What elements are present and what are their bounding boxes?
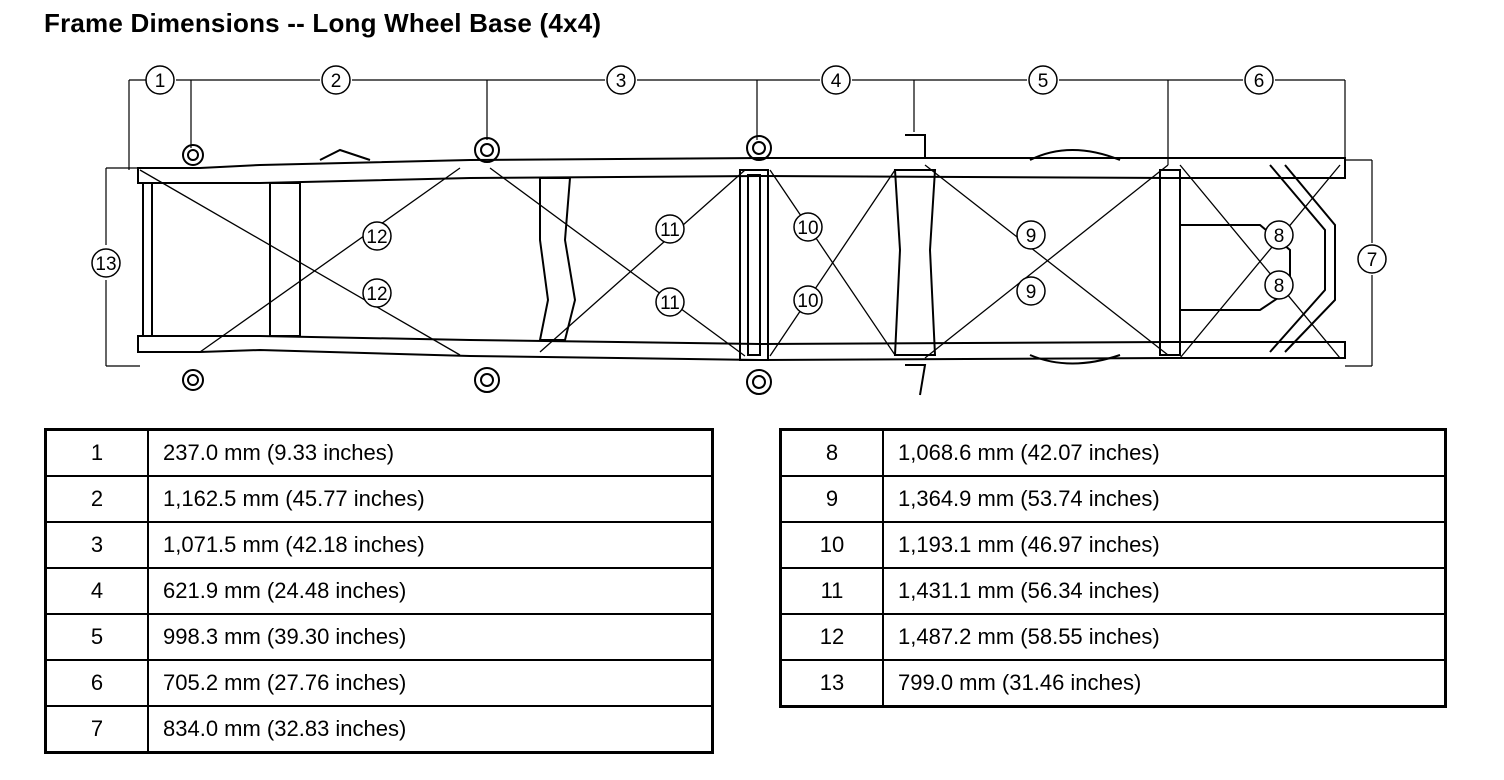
dimension-value: 998.3 mm (39.30 inches) xyxy=(148,614,713,660)
svg-text:10: 10 xyxy=(797,291,819,312)
svg-text:11: 11 xyxy=(660,293,680,314)
callout-13 xyxy=(92,249,120,277)
dimension-number: 8 xyxy=(781,430,884,477)
dimension-value: 834.0 mm (32.83 inches) xyxy=(148,706,713,753)
callout-10-b xyxy=(794,286,822,314)
svg-text:2: 2 xyxy=(330,71,342,92)
svg-text:9: 9 xyxy=(1025,226,1037,247)
table-row xyxy=(46,660,713,706)
svg-text:11: 11 xyxy=(660,220,680,241)
dimension-value: 1,162.5 mm (45.77 inches) xyxy=(148,476,713,522)
callout-4 xyxy=(822,66,850,94)
dimension-number: 5 xyxy=(46,614,149,660)
table-row xyxy=(46,522,713,568)
svg-text:9: 9 xyxy=(1025,282,1037,303)
callout-2 xyxy=(322,66,350,94)
table-row xyxy=(781,614,1446,660)
callout-6 xyxy=(1245,66,1273,94)
table-row xyxy=(781,660,1446,707)
table-row xyxy=(781,568,1446,614)
table-row xyxy=(46,706,713,753)
callout-1 xyxy=(146,66,174,94)
dimension-number: 1 xyxy=(46,430,149,477)
svg-text:13: 13 xyxy=(95,254,117,275)
svg-text:7: 7 xyxy=(1366,250,1378,271)
callout-12-b xyxy=(363,279,391,307)
svg-text:6: 6 xyxy=(1253,71,1265,92)
callout-5 xyxy=(1029,66,1057,94)
dimension-value: 621.9 mm (24.48 inches) xyxy=(148,568,713,614)
dimension-value: 1,431.1 mm (56.34 inches) xyxy=(883,568,1446,614)
dimension-value: 1,068.6 mm (42.07 inches) xyxy=(883,430,1446,477)
dimension-value: 1,364.9 mm (53.74 inches) xyxy=(883,476,1446,522)
dimension-number: 9 xyxy=(781,476,884,522)
svg-text:5: 5 xyxy=(1037,71,1049,92)
callout-11-a xyxy=(656,215,684,243)
dimension-number: 3 xyxy=(46,522,149,568)
dimension-number: 2 xyxy=(46,476,149,522)
callout-7 xyxy=(1358,245,1386,273)
svg-text:8: 8 xyxy=(1273,276,1285,297)
dimension-value: 1,487.2 mm (58.55 inches) xyxy=(883,614,1446,660)
page-title: Frame Dimensions -- Long Wheel Base (4x4) xyxy=(44,8,602,38)
callout-9-a xyxy=(1017,221,1045,249)
svg-text:4: 4 xyxy=(830,71,842,92)
dimension-value: 799.0 mm (31.46 inches) xyxy=(883,660,1446,707)
callout-3 xyxy=(607,66,635,94)
callout-8-b xyxy=(1265,271,1293,299)
dimension-number: 7 xyxy=(46,706,149,753)
callout-10-a xyxy=(794,213,822,241)
dimension-number: 4 xyxy=(46,568,149,614)
svg-text:1: 1 xyxy=(154,71,166,92)
dimensions-table-left xyxy=(44,428,714,754)
dimension-value: 1,071.5 mm (42.18 inches) xyxy=(148,522,713,568)
top-dimension-lines xyxy=(129,80,1345,170)
dimension-value: 237.0 mm (9.33 inches) xyxy=(148,430,713,477)
table-row xyxy=(781,476,1446,522)
table-row xyxy=(781,522,1446,568)
dimension-number: 13 xyxy=(781,660,884,707)
table-row xyxy=(46,614,713,660)
frame-rails xyxy=(138,158,1345,360)
svg-text:12: 12 xyxy=(366,227,388,248)
callout-11-b xyxy=(656,288,684,316)
dimensions-table-right xyxy=(779,428,1447,708)
dimension-number: 11 xyxy=(781,568,884,614)
table-row xyxy=(46,430,713,477)
svg-text:12: 12 xyxy=(366,284,388,305)
dimension-number: 6 xyxy=(46,660,149,706)
dimension-number: 10 xyxy=(781,522,884,568)
table-row xyxy=(781,430,1446,477)
dimension-value: 705.2 mm (27.76 inches) xyxy=(148,660,713,706)
callout-12-a xyxy=(363,222,391,250)
svg-text:8: 8 xyxy=(1273,226,1285,247)
dimension-number: 12 xyxy=(781,614,884,660)
table-row xyxy=(46,476,713,522)
table-row xyxy=(46,568,713,614)
callout-9-b xyxy=(1017,277,1045,305)
svg-text:3: 3 xyxy=(615,71,627,92)
callout-8-a xyxy=(1265,221,1293,249)
svg-text:10: 10 xyxy=(797,218,819,239)
dimension-value: 1,193.1 mm (46.97 inches) xyxy=(883,522,1446,568)
crossmembers xyxy=(270,165,1335,360)
